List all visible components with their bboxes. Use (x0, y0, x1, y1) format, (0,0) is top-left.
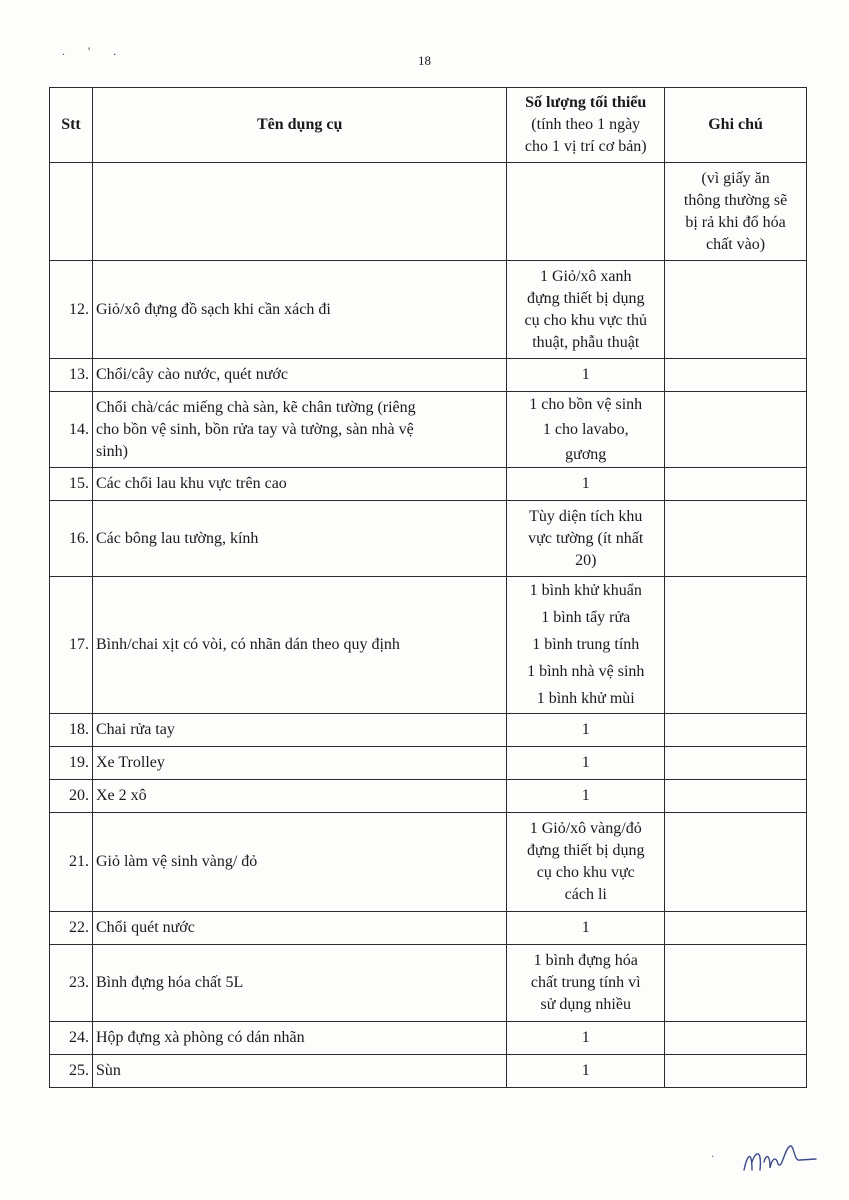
row-stt: 14. (50, 392, 93, 468)
quantity-line: đựng thiết bị dụng (526, 842, 645, 859)
row-quantity (507, 359, 665, 392)
row-tool-name (92, 577, 506, 714)
row-stt: 25. (50, 1055, 93, 1088)
quantity-line: 20) (575, 551, 597, 569)
tools-table (49, 87, 807, 1088)
row-stt: 17. (50, 577, 93, 714)
row-tool-name (92, 1055, 506, 1088)
row-note (665, 359, 807, 392)
table-row (50, 261, 807, 359)
quantity-line: gương (565, 445, 607, 463)
quantity-line: chất trung tính vì (530, 974, 641, 991)
quantity-line: đựng thiết bị dụng (526, 289, 645, 307)
quantity-line: 1 Giỏ/xô xanh (539, 267, 632, 285)
row-quantity (507, 912, 665, 945)
row-tool-name (92, 392, 506, 468)
row-note (665, 813, 807, 912)
scan-marks: . ' . (62, 44, 127, 58)
tool-name-line: sinh) (95, 442, 128, 460)
note-line: chất vào) (706, 235, 766, 253)
tool-name-line: Các chổi lau khu vực trên cao (95, 475, 287, 492)
quantity-line: cụ cho khu vực (536, 864, 635, 881)
quantity-line: 1 Giỏ/xô vàng/đỏ (529, 820, 642, 837)
row-note (665, 747, 807, 780)
row-note (665, 468, 807, 501)
note-line: thông thường sẽ (683, 191, 788, 209)
row-note (665, 392, 807, 468)
row-stt: 15. (50, 468, 93, 501)
table-row (50, 945, 807, 1022)
note-line: (vì giấy ăn (701, 169, 770, 187)
quantity-line: sử dụng nhiều (540, 996, 631, 1013)
row-stt: 22. (50, 912, 93, 945)
row-stt: 19. (50, 747, 93, 780)
row-note (665, 577, 807, 714)
row-tool-name (92, 261, 506, 359)
row-note (665, 912, 807, 945)
table-row (50, 392, 807, 468)
table-row (50, 359, 807, 392)
tool-name-line: cho bồn vệ sinh, bồn rửa tay và tường, sàn nhà vệ (95, 420, 414, 438)
row-stt: 13. (50, 359, 93, 392)
row-stt: 24. (50, 1022, 93, 1055)
row-note (665, 945, 807, 1022)
tool-name-line: Giỏ/xô đựng đồ sạch khi cần xách đi (95, 300, 331, 318)
row-stt: 16. (50, 501, 93, 577)
tool-name-line: Chổi chà/các miếng chà sàn, kẽ chân tường (riêng (95, 398, 416, 416)
table-header-row (50, 88, 807, 163)
row-stt: 18. (50, 714, 93, 747)
row-tool-name (92, 912, 506, 945)
row-stt: 12. (50, 261, 93, 359)
quantity-line: 1 bình đựng hóa (533, 952, 638, 969)
header-stt: Stt (50, 88, 93, 163)
quantity-line: 1 bình tẩy rửa (541, 609, 631, 626)
tool-name-line: Bình/chai xịt có vòi, có nhãn dán theo quy định (95, 636, 400, 653)
tool-name-line: Các bông lau tường, kính (95, 529, 259, 547)
row-stt: 21. (50, 813, 93, 912)
row-note (665, 780, 807, 813)
tool-name-line: Giỏ làm vệ sinh vàng/ đỏ (95, 853, 258, 870)
continuation-name (92, 163, 506, 261)
row-quantity (507, 747, 665, 780)
table-row (50, 501, 807, 577)
quantity-line: 1 (581, 919, 590, 936)
quantity-line: cụ cho khu vực thủ (524, 311, 647, 329)
continuation-note (665, 163, 807, 261)
row-quantity (507, 577, 665, 714)
quantity-line: 1 (581, 366, 590, 383)
note-line: bị rả khi đổ hóa (685, 213, 786, 231)
row-quantity (507, 945, 665, 1022)
row-tool-name (92, 747, 506, 780)
table-row (50, 1022, 807, 1055)
row-note (665, 501, 807, 577)
quantity-line: 1 (581, 754, 590, 771)
quantity-line: 1 bình khử mùi (536, 690, 635, 707)
row-tool-name (92, 468, 506, 501)
row-note (665, 1022, 807, 1055)
handwritten-signature (740, 1140, 820, 1180)
row-note (665, 261, 807, 359)
row-stt: 20. (50, 780, 93, 813)
row-tool-name (92, 1022, 506, 1055)
tool-name-line: Chai rửa tay (95, 721, 175, 738)
continuation-row (50, 163, 807, 261)
header-qty-line: (tính theo 1 ngày (531, 116, 641, 133)
row-tool-name (92, 359, 506, 392)
row-note (665, 1055, 807, 1088)
table-row (50, 468, 807, 501)
row-tool-name (92, 813, 506, 912)
row-quantity (507, 1022, 665, 1055)
table-row (50, 747, 807, 780)
row-quantity (507, 813, 665, 912)
tool-name-line: Chổi quét nước (95, 919, 195, 936)
quantity-line: thuật, phẫu thuật (532, 333, 640, 351)
header-name: Tên dụng cụ (92, 88, 506, 163)
row-stt: 23. (50, 945, 93, 1022)
header-qty (507, 88, 665, 163)
table-row (50, 714, 807, 747)
tool-name-line: Xe Trolley (95, 754, 165, 771)
tool-name-line: Xe 2 xô (95, 787, 147, 804)
tool-name-line: Hộp đựng xà phòng có dán nhãn (95, 1029, 305, 1046)
row-tool-name (92, 945, 506, 1022)
header-qty-line: Số lượng tối thiểu (525, 94, 647, 111)
quantity-line: 1 cho bồn vệ sinh (529, 395, 643, 413)
row-quantity (507, 392, 665, 468)
row-tool-name (92, 780, 506, 813)
quantity-line: 1 (581, 1029, 590, 1046)
continuation-qty (507, 163, 665, 261)
row-quantity (507, 468, 665, 501)
quantity-line: cách li (564, 886, 607, 903)
table-row (50, 577, 807, 714)
table-row (50, 1055, 807, 1088)
scan-dot: · (711, 1152, 715, 1163)
quantity-line: 1 cho lavabo, (542, 420, 629, 438)
quantity-line: Tùy diện tích khu (529, 507, 643, 525)
table-row (50, 912, 807, 945)
row-note (665, 714, 807, 747)
row-tool-name (92, 714, 506, 747)
row-quantity (507, 1055, 665, 1088)
header-qty-line: cho 1 vị trí cơ bản) (524, 138, 647, 155)
quantity-line: 1 (581, 1062, 590, 1079)
tool-name-line: Sùn (95, 1062, 121, 1079)
quantity-line: 1 bình trung tính (532, 636, 640, 653)
row-quantity (507, 501, 665, 577)
row-quantity (507, 714, 665, 747)
tool-name-line: Bình đựng hóa chất 5L (95, 974, 244, 991)
row-tool-name (92, 501, 506, 577)
quantity-line: 1 (581, 721, 590, 738)
quantity-line: 1 bình nhà vệ sinh (527, 663, 645, 680)
quantity-line: 1 (581, 475, 590, 492)
table-row (50, 813, 807, 912)
table-row (50, 780, 807, 813)
continuation-stt (50, 163, 93, 261)
quantity-line: vực tường (ít nhất (528, 529, 644, 547)
quantity-line: 1 (581, 787, 590, 804)
header-note: Ghi chú (665, 88, 807, 163)
quantity-line: 1 bình khử khuẩn (529, 582, 642, 599)
row-quantity (507, 780, 665, 813)
page-number: 18 (418, 53, 431, 68)
tool-name-line: Chổi/cây cào nước, quét nước (95, 366, 288, 383)
row-quantity (507, 261, 665, 359)
